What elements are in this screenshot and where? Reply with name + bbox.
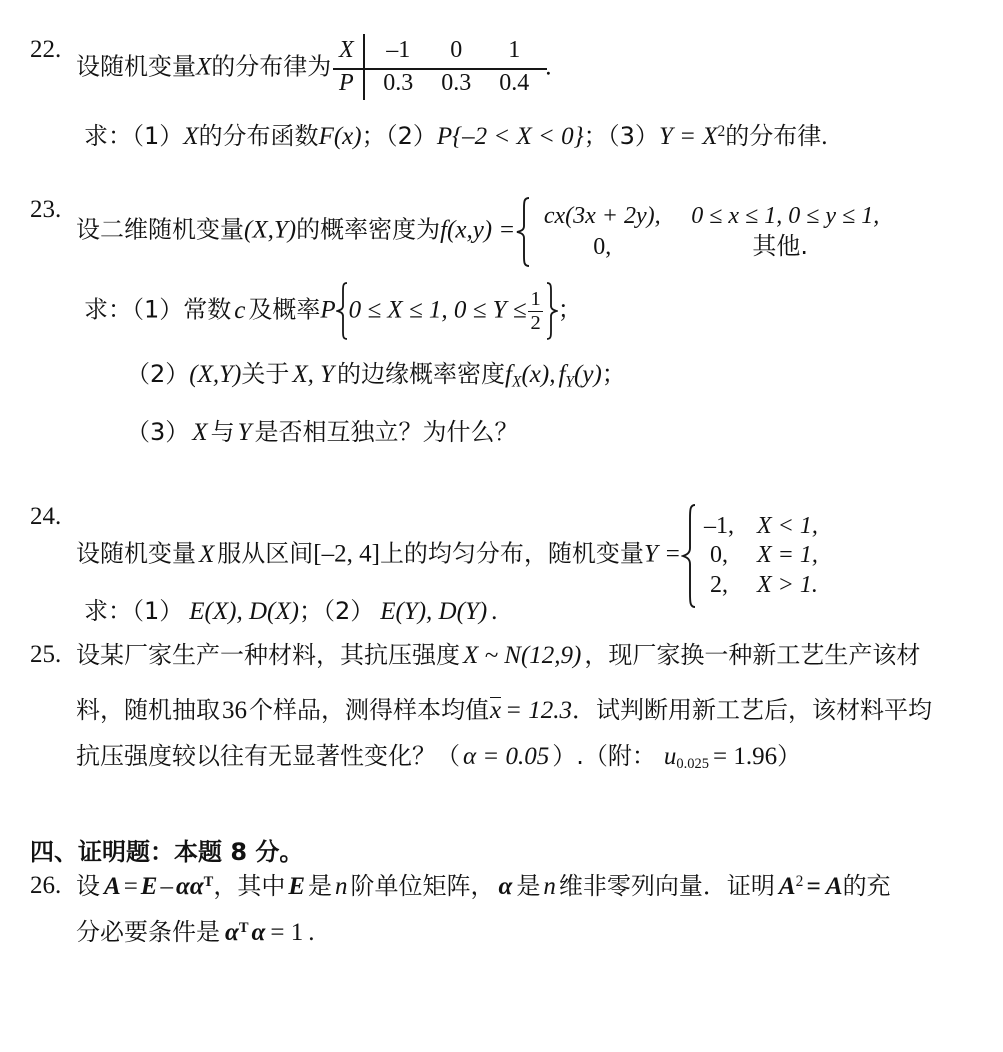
section-heading-proof: 四、证明题：本题 8 分。: [30, 838, 304, 866]
p23-part2-pair: (X,Y): [189, 361, 242, 388]
p24-part1-label: （1）: [132, 597, 184, 625]
problem-23-part1: [84, 282, 582, 342]
problem-24-stem: [76, 503, 818, 609]
p25-distribution-expr: X ~ N(12,9): [463, 642, 582, 669]
p23-marginal-f2: f: [558, 361, 566, 388]
right-brace-icon: [545, 281, 558, 341]
p26-alpha-3: α: [498, 873, 513, 900]
problem-23-number: 23.: [30, 196, 62, 223]
p26-matrix-E-2: E: [288, 873, 306, 900]
piecewise-density: [515, 196, 879, 268]
fraction-denominator: 2: [530, 311, 541, 334]
p26-matrix-E: E: [140, 873, 158, 900]
p23-pair: (X,Y): [244, 216, 297, 244]
p25-u-value: = 1.96: [713, 743, 778, 770]
p22-part2-label: （2）: [385, 122, 437, 150]
problem-23-part3: [126, 418, 518, 449]
problem-26: [30, 872, 891, 903]
case-condition: X = 1,: [756, 542, 818, 569]
p22-part1-expr: F(x): [318, 123, 362, 150]
p24-prefix-text: 设随机变量: [76, 539, 196, 568]
problem-26-line-2: [76, 918, 314, 949]
p23-constant-c: c: [234, 296, 246, 324]
problem-25-line-1: [76, 641, 920, 672]
case-row: [531, 202, 879, 231]
case-condition: X < 1,: [756, 513, 818, 540]
p22-part1-text: 的分布函数: [198, 122, 319, 150]
table-cell: 0.3: [383, 69, 414, 96]
problem-26-line-1: [76, 872, 891, 903]
p26-l2-alpha-base: α: [225, 919, 239, 946]
p22-part2-expr: P{–2 < X < 0}: [436, 123, 584, 150]
case-condition: 其他.: [752, 231, 809, 260]
p25-l2-text-a: 料，随机抽取: [76, 696, 220, 724]
table-vertical-rule: [363, 67, 365, 100]
p23-marginal-f1-subscript: X: [512, 373, 522, 391]
p25-l3-text-a: 抗压强度较以往有无显著性变化？（: [76, 742, 460, 770]
table-cell: 0: [450, 36, 463, 63]
p24-interval: [–2, 4]: [313, 540, 380, 568]
p22-part1-var: X: [183, 123, 199, 150]
problem-22-number: 22.: [30, 36, 62, 63]
p23-probability-P: P: [320, 296, 336, 324]
p23-part2-vars: X, Y: [292, 361, 335, 388]
p25-u-quantile: u: [663, 743, 677, 770]
p23-marginal-f2-subscript: Y: [565, 373, 575, 391]
case-value: 0,: [709, 542, 728, 569]
p25-l2-text-c: ．试判断用新工艺后，该材料平均: [571, 696, 932, 724]
p23-part2-text-a: 关于: [241, 360, 290, 388]
p26-text-e: 是: [516, 872, 541, 900]
p23-part1-text2: 及概率: [248, 295, 321, 324]
p22-part3-text: 的分布律: [725, 122, 822, 150]
left-curly-brace: [681, 503, 697, 609]
p26-text-g: 的充: [842, 872, 891, 900]
p24-separator: ；: [298, 597, 323, 625]
problem-25-number: 25.: [30, 641, 62, 668]
p25-l1-text-b: ，现厂家换一种新工艺生产该材: [584, 641, 921, 669]
p23-part2-end: ；: [601, 360, 626, 388]
table-cell: –1: [386, 36, 411, 63]
p22-part3-exponent: 2: [717, 122, 726, 140]
p26-l2-transpose: T: [238, 920, 249, 937]
p23-part1-condition: 0 ≤ X ≤ 1, 0 ≤ Y ≤: [348, 296, 527, 324]
density-cases: [531, 202, 879, 262]
fraction-numerator: 1: [530, 287, 541, 310]
table-p-cells: [369, 69, 543, 98]
p26-minus: –: [160, 873, 173, 900]
case-condition: 0 ≤ x ≤ 1, 0 ≤ y ≤ 1,: [691, 203, 880, 230]
p23-marginal-f1: f: [505, 361, 512, 388]
case-value: 2,: [709, 571, 728, 598]
p22-ask-lead: 求：: [84, 122, 132, 150]
p26-l2-alpha-2: α: [251, 919, 266, 946]
p26-text-b: ，其中: [213, 872, 286, 900]
p25-l2-text-b: 个样品，测得样本均值: [249, 696, 489, 724]
case-row: [697, 541, 818, 570]
problem-22: [30, 36, 552, 102]
p26-A-squared-exponent: 2: [795, 872, 804, 890]
p22-prefix-text: 设随机变量: [76, 52, 196, 81]
p26-text-a: 设: [76, 872, 100, 900]
fraction-one-half: [528, 289, 542, 334]
p22-part1-label: （1）: [132, 122, 184, 150]
p24-end-period: .: [491, 598, 498, 625]
p26-order-n-2: n: [543, 873, 556, 900]
p26-alpha-1: α: [175, 873, 190, 900]
p24-mid-text: 服从区间: [217, 539, 314, 568]
p26-l2-text-a: 分必要条件是: [76, 918, 220, 946]
p22-separator-2: ；: [583, 122, 608, 150]
p26-matrix-A: A: [104, 873, 121, 900]
p26-order-n-1: n: [335, 873, 348, 900]
p22-part3-label: （3）: [607, 122, 659, 150]
piecewise-Y: [681, 503, 818, 609]
table-row: [333, 67, 543, 100]
p25-l3-text-b: ）.（附：: [552, 742, 656, 770]
case-condition: X > 1.: [756, 571, 818, 598]
p26-A-squared-rhs: = A: [806, 873, 843, 900]
p22-part3-lhs: Y = X: [658, 123, 718, 150]
case-row: [531, 232, 879, 262]
p23-part2-text-b: 的边缘概率密度: [337, 360, 506, 388]
p26-text-d: 阶单位矩阵，: [350, 872, 495, 900]
p25-sample-mean-value: = 12.3: [505, 697, 572, 724]
problem-25: [30, 641, 920, 672]
problem-23-part2: [126, 360, 626, 392]
problem-25-line-2: [76, 696, 932, 727]
table-horizontal-rule: [333, 68, 547, 70]
p23-marginal-f1-arg: (x),: [521, 361, 556, 388]
p23-density-lhs: f(x,y) =: [440, 216, 516, 244]
table-cell: 0.4: [499, 69, 530, 96]
p23-part1-text: 常数: [183, 295, 232, 324]
table-cell: 1: [508, 36, 521, 63]
left-curly-brace: [515, 196, 531, 268]
p23-part3-Y: Y: [237, 419, 252, 446]
p25-l1-text-a: 设某厂家生产一种材料，其抗压强度: [76, 641, 460, 669]
table-row-header-p: P: [338, 69, 354, 96]
table-x-cells: [369, 36, 543, 65]
p23-mid-text: 的概率密度为: [296, 215, 441, 244]
case-value: –1,: [703, 513, 734, 540]
problem-26-number: 26.: [30, 872, 62, 899]
p23-prefix-text: 设二维随机变量: [76, 215, 244, 244]
distribution-table: [333, 34, 543, 100]
p23-ask-lead: 求：: [84, 295, 132, 324]
p25-sample-mean-symbol: x: [489, 696, 502, 727]
problem-24-questions: [84, 597, 497, 628]
p24-mid-text-2: 上的均匀分布，随机变量: [379, 539, 644, 568]
case-row: [697, 512, 818, 541]
p22-separator: ；: [361, 122, 386, 150]
p25-l3-text-c: ）: [777, 742, 802, 770]
case-row: [697, 571, 818, 600]
problem-22-questions: [84, 122, 827, 153]
p24-variable-X: X: [199, 540, 215, 568]
p25-alpha-value: α = 0.05: [463, 743, 550, 770]
case-value: 0,: [593, 233, 612, 260]
p25-sample-size: 36: [222, 697, 247, 724]
table-row: [333, 34, 543, 67]
problem-24: [30, 503, 818, 609]
problem-24-number: 24.: [30, 503, 62, 530]
p25-u-subscript: 0.025: [676, 756, 710, 773]
problem-25-line-3: [76, 742, 801, 774]
p24-variable-Y: Y =: [643, 540, 681, 568]
p23-part3-label: （3）: [126, 418, 190, 446]
p23-part3-X: X: [192, 419, 208, 446]
p24-part2-expr: E(Y), D(Y): [380, 598, 488, 625]
p22-mid-text: 的分布律为: [211, 52, 332, 81]
p23-part3-text-b: 是否相互独立？为什么？: [254, 418, 519, 446]
p23-part3-text-a: 与: [210, 418, 235, 446]
p24-part2-label: （2）: [322, 597, 375, 625]
p26-l2-equals-one: = 1: [270, 919, 304, 946]
p24-part1-expr: E(X), D(X): [189, 598, 299, 625]
p23-marginal-f2-arg: (y): [574, 361, 602, 388]
p23-part2-label: （2）: [126, 360, 190, 388]
p22-variable: X: [196, 53, 212, 81]
Y-cases: [697, 512, 818, 600]
p23-part1-label: （1）: [132, 295, 184, 324]
problem-23-stem: [76, 196, 879, 268]
left-brace-icon: [336, 281, 349, 341]
table-vertical-rule: [363, 34, 365, 67]
p23-part1-end: ；: [557, 295, 582, 324]
p22-end-period: .: [821, 123, 828, 150]
p26-transpose-1: T: [203, 874, 214, 891]
problem-22-stem: [76, 36, 552, 102]
p26-alpha-2: α: [189, 873, 204, 900]
problem-23: [30, 196, 879, 268]
table-row-header-x: X: [338, 36, 354, 63]
p26-l2-end-period: .: [308, 919, 315, 946]
p26-text-c: 是: [308, 872, 333, 900]
p26-A-squared-base: A: [778, 873, 796, 900]
p26-text-f: 维非零列向量．证明: [558, 872, 775, 900]
p26-equals: =: [123, 873, 138, 900]
case-value: cx(3x + 2y),: [543, 203, 661, 230]
p22-period: .: [545, 53, 552, 81]
p24-ask-lead: 求：: [84, 597, 132, 625]
table-cell: 0.3: [441, 69, 472, 96]
